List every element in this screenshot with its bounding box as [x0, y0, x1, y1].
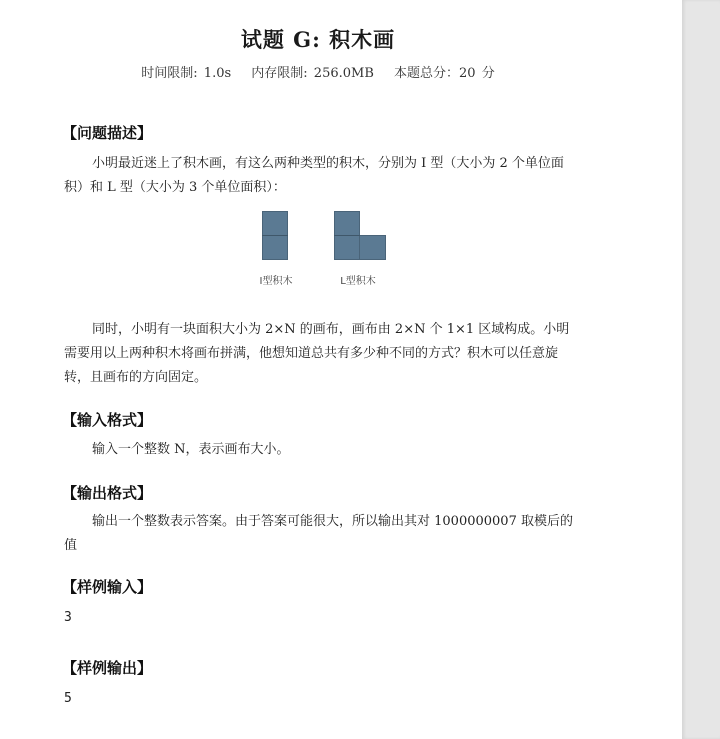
- output-heading: 【输出格式】: [62, 484, 153, 502]
- problem-title: 试题 G: 积木画: [240, 27, 396, 52]
- total-score: 本题总分：20 分: [394, 66, 495, 81]
- i-block-caption: I型积木: [259, 276, 293, 287]
- output-text: 输出一个整数表示答案。由于答案可能很大，所以输出其对 1000000007 取模后的值: [64, 514, 573, 553]
- memory-limit: 内存限制: 256.0MB: [251, 66, 374, 81]
- viewer-scroll-gutter[interactable]: [682, 0, 720, 739]
- description-heading: 【问题描述】: [62, 124, 153, 142]
- input-heading: 【输入格式】: [62, 411, 153, 429]
- description-paragraph-1: 小明最近迷上了积木画，有这么两种类型的积木，分别为 I 型（大小为 2 个单位面积）和 L 型（大小为 3 个单位面积）：: [64, 156, 564, 195]
- l-block-caption: L型积木: [340, 276, 376, 287]
- time-limit: 时间限制: 1.0s: [141, 66, 232, 81]
- sample-input-value: 3: [64, 610, 72, 625]
- description-paragraph-2: 同时，小明有一块面积大小为 2×N 的画布，画布由 2×N 个 1×1 区域构成。小明需要用以上两种积木将画布拼满，他想知道总共有多少种不同的方式？积木可以任意旋转，且画布的方向固定。: [64, 322, 570, 385]
- sample-input-heading: 【样例输入】: [62, 578, 153, 596]
- l-block-foot: [359, 235, 386, 260]
- l-block-divider: [334, 235, 360, 236]
- i-block-divider: [262, 235, 288, 236]
- input-text: 输入一个整数 N，表示画布大小。: [92, 442, 290, 457]
- sample-output-heading: 【样例输出】: [62, 659, 153, 677]
- problem-meta: [0, 62, 636, 81]
- sample-output-value: 5: [64, 691, 72, 706]
